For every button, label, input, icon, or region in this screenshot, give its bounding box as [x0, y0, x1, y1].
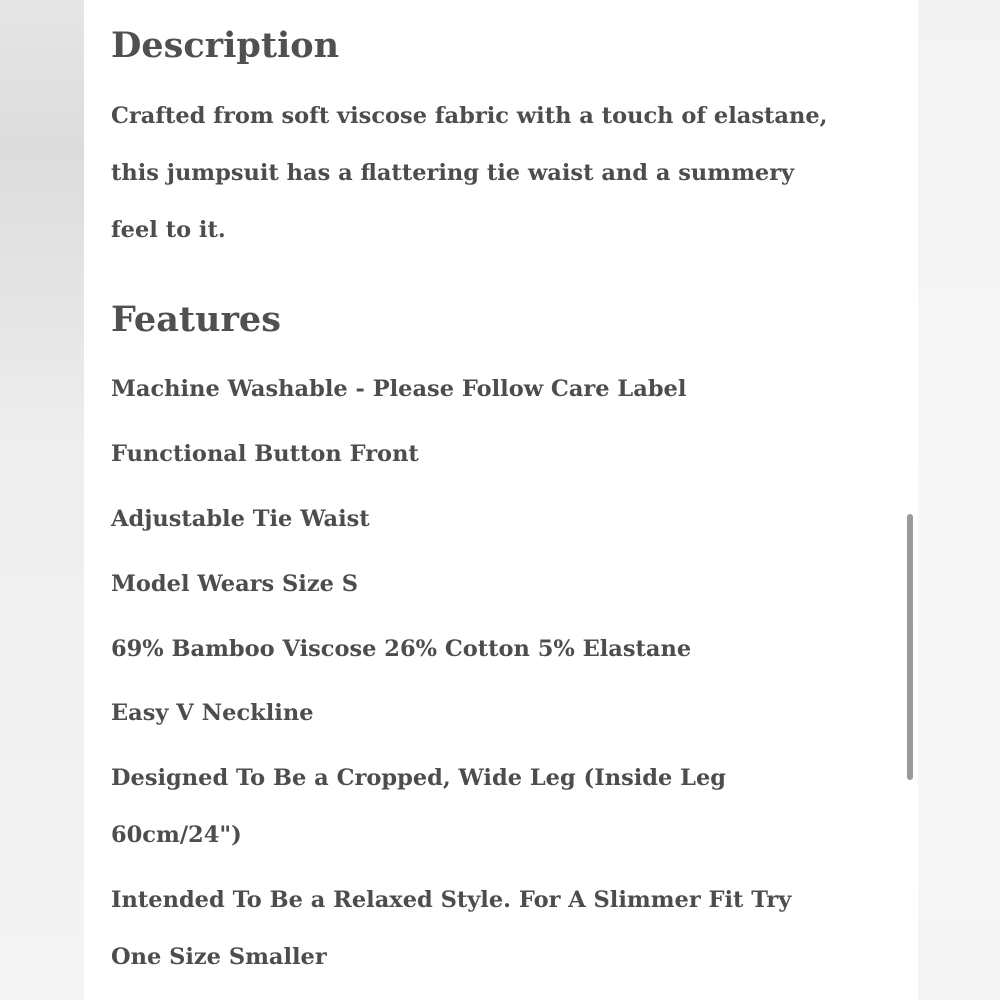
features-heading: Features — [111, 299, 281, 340]
description-text: Crafted from soft viscose fabric with a touch of elastane, this jumpsuit has a flattering tie waist and a summery feel to it. — [111, 103, 828, 243]
description-heading: Description — [111, 25, 340, 66]
feature-item: Easy V Neckline — [111, 700, 314, 726]
feature-item: Machine Washable - Please Follow Care Label — [111, 376, 687, 402]
background-right — [918, 0, 1000, 1000]
product-details-panel[interactable] — [84, 0, 918, 1000]
feature-item: Adjustable Tie Waist — [111, 506, 370, 532]
scrollbar-thumb[interactable] — [907, 514, 913, 780]
feature-item: Model Wears Size S — [111, 571, 358, 597]
background-left — [0, 0, 84, 1000]
feature-item: 69% Bamboo Viscose 26% Cotton 5% Elastane — [111, 636, 692, 662]
feature-item: Functional Button Front — [111, 441, 419, 467]
feature-item: Intended To Be a Relaxed Style. For A Slimmer Fit Try One Size Smaller — [111, 887, 792, 970]
feature-item: Designed To Be a Cropped, Wide Leg (Inside Leg 60cm/24") — [111, 765, 727, 848]
